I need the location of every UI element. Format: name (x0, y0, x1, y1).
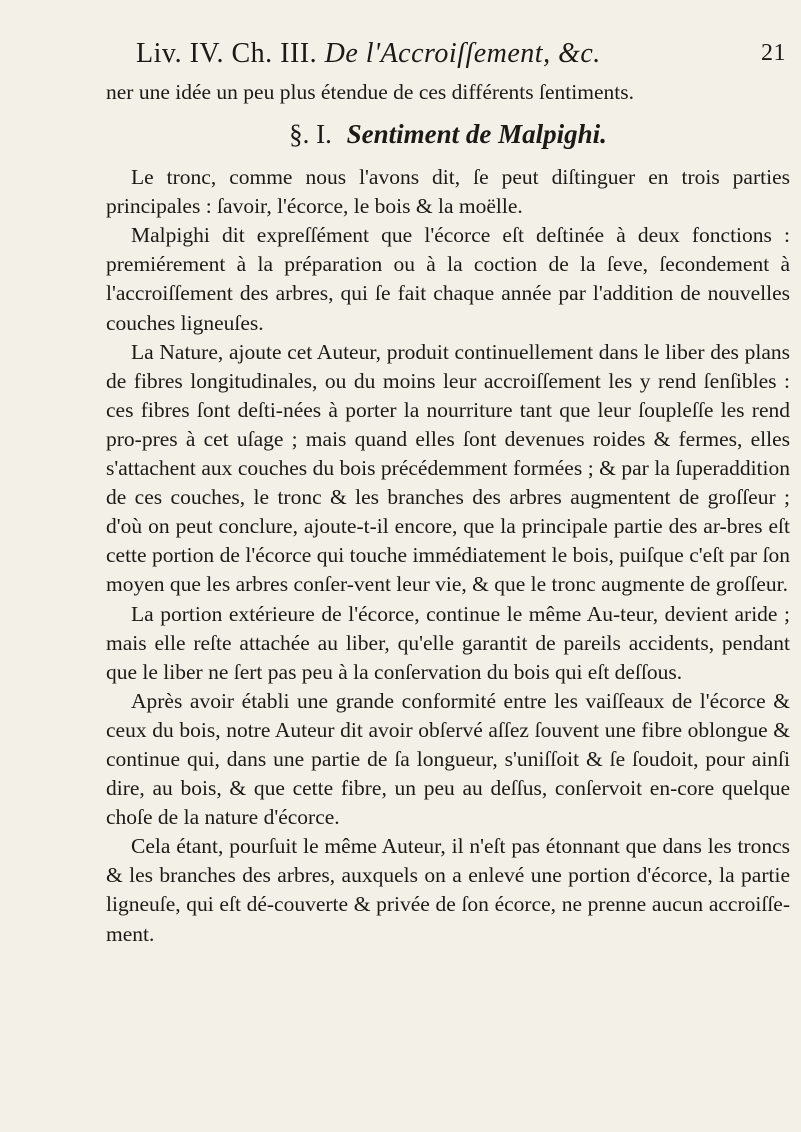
paragraph-continuation: ner une idée un peu plus étendue de ces différents ſentiments. (106, 80, 634, 104)
paragraph: Cela étant, pourſuit le même Auteur, il n'eſt pas étonnant que dans les troncs & les branches des arbres, auxquels on a enlevé une portion d'écorce, la partie ligneuſe, qui eſt dé-couverte & privée de ſon écorce, ne prenne aucun accroiſſe-ment. (106, 834, 790, 946)
page-number: 21 (761, 40, 786, 66)
section-heading (106, 117, 790, 151)
running-head (106, 38, 796, 78)
paragraph: La Nature, ajoute cet Auteur, produit continuellement dans le liber des plans de fibres longitudinales, ou du moins leur accroiſſement les y rend ſenſibles : ces fibres ſont deſti-nées à porter la nourriture tant que leur ſoupleſſe les rend pro-pres à cet uſage ; mais quand elles ſont devenues roides & fermes, elles s'attachent aux couches du bois précédemment formées ; & par la ſuperaddition de ces couches, le tronc & les branches des arbres augmentent de groſſeur ; d'où on peut conclure, ajoute-t-il encore, que la principale partie des ar-bres eſt cette portion de l'écorce qui touche immédiatement le bois, puiſque c'eſt par ſon moyen que les arbres conſer-vent leur vie, & que le tronc augmente de groſſeur. (106, 339, 790, 597)
section-title: Sentiment de Malpighi. (346, 119, 607, 150)
book-number: Liv. IV. (136, 38, 224, 69)
paragraph: La portion extérieure de l'écorce, continue le même Au-teur, devient aride ; mais elle reſte attachée au liber, qu'elle garantit de pareils accidents, pendant que le liber ne ſert pas peu à la conſervation du bois qui eſt deſſous. (106, 601, 790, 684)
chapter-number: Ch. III. (231, 38, 318, 69)
body-text (106, 78, 790, 949)
paragraph: Malpighi dit expreſſément que l'écorce eſt deſtinée à deux fonctions : premiérement à la préparation ou à la coction de la ſeve, ſecondement à l'accroiſſement des arbres, qui ſe fait chaque année par l'addition de nouvelles couches ligneuſes. (106, 223, 790, 335)
chapter-title: De l'Accroiſſement, &c. (324, 38, 601, 69)
paragraph: Après avoir établi une grande conformité entre les vaiſſeaux de l'écorce & ceux du bois, notre Auteur dit avoir obſervé aſſez ſouvent une fibre oblongue & continue qui, dans une partie de ſa longueur, s'uniſſoit & ſe ſoudoit, pour ainſi dire, au bois, & que cette fibre, un peu au deſſus, conſervoit en-core quelque choſe de la nature d'écorce. (106, 688, 790, 830)
book-page (106, 38, 796, 1118)
paragraph: Le tronc, comme nous l'avons dit, ſe peut diſtinguer en trois parties principales : ſavoir, l'écorce, le bois & la moëlle. (106, 165, 790, 219)
section-marker: §. I. (289, 119, 332, 150)
